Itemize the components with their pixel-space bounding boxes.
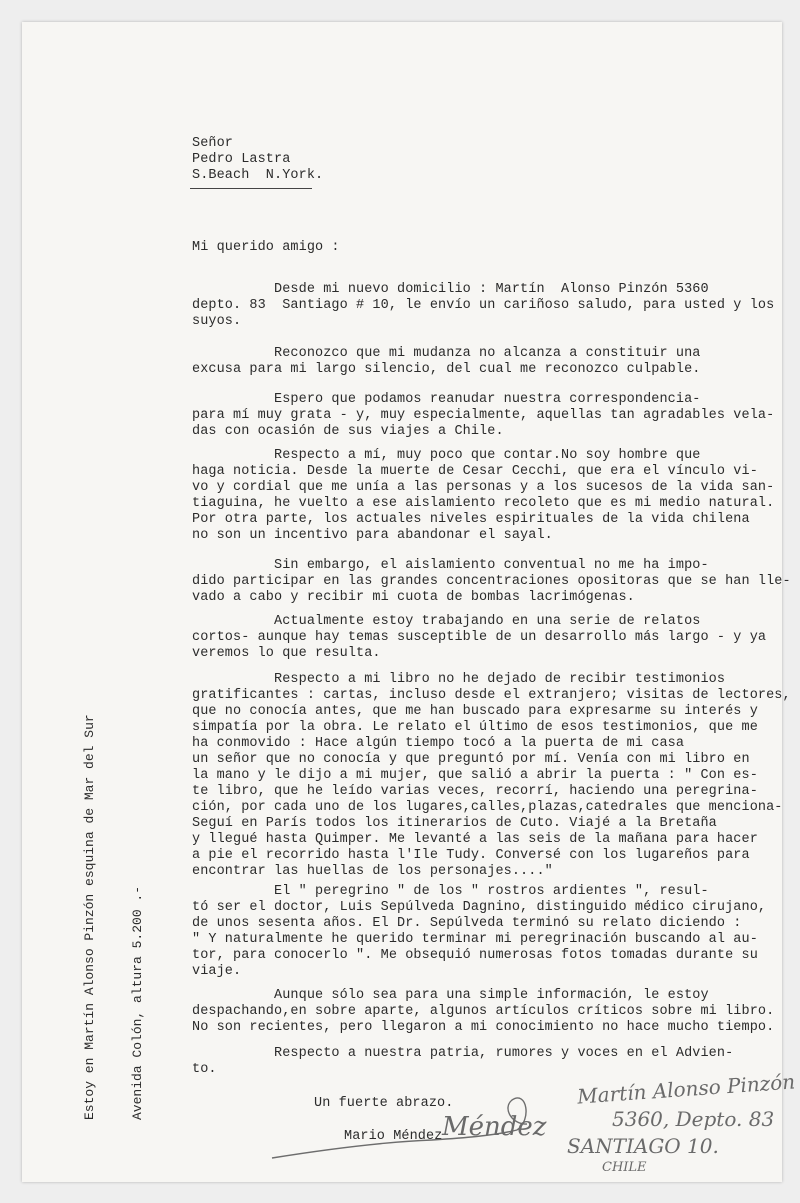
paragraph-line: dido participar en las grandes concentraciones opositoras que se han lle- (192, 574, 791, 589)
paragraph-line: vado a cabo y recibir mi cuota de bombas lacrimógenas. (192, 590, 635, 605)
address-line-3: S.Beach N.York. (192, 168, 324, 183)
address-line-1: Señor (192, 136, 234, 151)
paragraph-line: tó ser el doctor, Luis Sepúlveda Dagnino, distinguido médico cirujano, (192, 900, 767, 915)
paragraph-line: te libro, que he leído varias veces, recorrí, haciendo una peregrina- (192, 784, 758, 799)
paragraph-line: Actualmente estoy trabajando en una serie de relatos (192, 614, 701, 629)
paragraph-line: a pie el recorrido hasta l'Ile Tudy. Conversé con los lugareños para (192, 848, 750, 863)
paragraph-7 (192, 672, 791, 880)
salutation: Mi querido amigo : (192, 240, 340, 255)
paragraph-line: das con ocasión de sus viajes a Chile. (192, 424, 504, 439)
paragraph-line: Sin embargo, el aislamiento conventual no me ha impo- (192, 558, 709, 573)
margin-note-line-1: Estoy en Martín Alonso Pinzón esquina de Mar del Sur (82, 714, 97, 1120)
signer-name: Mario Méndez (344, 1129, 443, 1144)
paragraph-line: para mí muy grata - y, muy especialmente, aquellas tan agradables vela- (192, 408, 775, 423)
paragraph-3 (192, 392, 774, 440)
paragraph-line: " Y naturalmente he querido terminar mi peregrinación buscando al au- (192, 932, 758, 947)
paragraph-line: que no conocía antes, que me han buscado para expresarme su interés y (192, 704, 758, 719)
paragraph-line: Espero que podamos reanudar nuestra correspondencia- (192, 392, 701, 407)
paragraph-line: despachando,en sobre aparte, algunos artículos críticos sobre mi libro. (192, 1004, 775, 1019)
paragraph-line: Por otra parte, los actuales niveles espirituales de la vida chilena (192, 512, 750, 527)
paragraph-line: Aunque sólo sea para una simple información, le estoy (192, 988, 709, 1003)
paragraph-line: cortos- aunque hay temas susceptible de un desarrollo más largo - y ya (192, 630, 767, 645)
margin-note (50, 714, 162, 1120)
paragraph-line: tor, para conocerlo ". Me obsequió numerosas fotos tomadas durante su (192, 948, 758, 963)
paragraph-line: simpatía por la obra. Le relato el último de esos testimonios, que me (192, 720, 758, 735)
closing: Un fuerte abrazo. (314, 1096, 454, 1111)
paragraph-line: Seguí en París todos los itinerarios de Cuto. Viajé a la Bretaña (192, 816, 717, 831)
paragraph-line: ción, por cada uno de los lugares,calles,plazas,catedrales que menciona- (192, 800, 783, 815)
paragraph-5 (192, 558, 791, 606)
paragraph-line: excusa para mi largo silencio, del cual me reconozco culpable. (192, 362, 701, 377)
handwritten-signature (262, 1080, 562, 1170)
paragraph-line: No son recientes, pero llegaron a mi conocimiento no hace mucho tiempo. (192, 1020, 775, 1035)
paragraph-line: Respecto a mí, muy poco que contar.No soy hombre que (192, 448, 701, 463)
address-underline (190, 188, 312, 189)
handwritten-address-line-1: Martín Alonso Pinzón (576, 1069, 796, 1109)
paragraph-line: la mano y le dijo a mi mujer, que salió a abrir la puerta : " Con es- (192, 768, 758, 783)
paragraph-line: El " peregrino " de los " rostros ardientes ", resul- (192, 884, 709, 899)
paragraph-line: vo y cordial que me unía a las personas y a los sucesos de la vida san- (192, 480, 775, 495)
paragraph-line: to. (192, 1062, 217, 1077)
handwritten-address-line-4: CHILE (602, 1160, 647, 1175)
address-line-2: Pedro Lastra (192, 152, 291, 167)
paragraph-6 (192, 614, 766, 662)
paragraph-1 (192, 282, 774, 330)
paragraph-line: encontrar las huellas de los personajes...." (192, 864, 553, 879)
paragraph-line: ha conmovido : Hace algún tiempo tocó a la puerta de mi casa (192, 736, 685, 751)
paragraph-9 (192, 988, 774, 1036)
paragraph-line: depto. 83 Santiago # 10, le envío un cariñoso saludo, para usted y los (192, 298, 775, 313)
paragraph-line: haga noticia. Desde la muerte de Cesar Cecchi, que era el vínculo vi- (192, 464, 758, 479)
paragraph-line: gratificantes : cartas, incluso desde el extranjero; visitas de lectores, (192, 688, 791, 703)
handwritten-address-line-2: 5360, Depto. 83 (612, 1107, 775, 1131)
paragraph-line: Respecto a mi libro no he dejado de recibir testimonios (192, 672, 726, 687)
paragraph-2 (192, 346, 700, 378)
paragraph-line: de unos sesenta años. El Dr. Sepúlveda terminó su relato diciendo : (192, 916, 742, 931)
paragraph-line: y llegué hasta Quimper. Me levanté a las seis de la mañana para hacer (192, 832, 758, 847)
handwritten-address-line-3: SANTIAGO 10. (567, 1134, 719, 1158)
paragraph-10 (192, 1046, 733, 1078)
paragraph-line: suyos. (192, 314, 242, 329)
paragraph-line: veremos lo que resulta. (192, 646, 381, 661)
paragraph-line: viaje. (192, 964, 242, 979)
margin-note-line-2: Avenida Colón, altura 5.200 .- (130, 885, 145, 1120)
paragraph-line: tiaguina, he vuelto a ese aislamiento recoleto que es mi medio natural. (192, 496, 775, 511)
paragraph-line: Respecto a nuestra patria, rumores y voces en el Advien- (192, 1046, 734, 1061)
paragraph-line: no son un incentivo para abandonar el sayal. (192, 528, 553, 543)
paragraph-8 (192, 884, 766, 980)
paragraph-line: Reconozco que mi mudanza no alcanza a constituir una (192, 346, 701, 361)
paragraph-line: un señor que no conocía y que preguntó por mí. Venía con mi libro en (192, 752, 750, 767)
paragraph-4 (192, 448, 774, 544)
paragraph-line: Desde mi nuevo domicilio : Martín Alonso Pinzón 5360 (192, 282, 709, 297)
signature-text: Méndez (442, 1112, 547, 1142)
